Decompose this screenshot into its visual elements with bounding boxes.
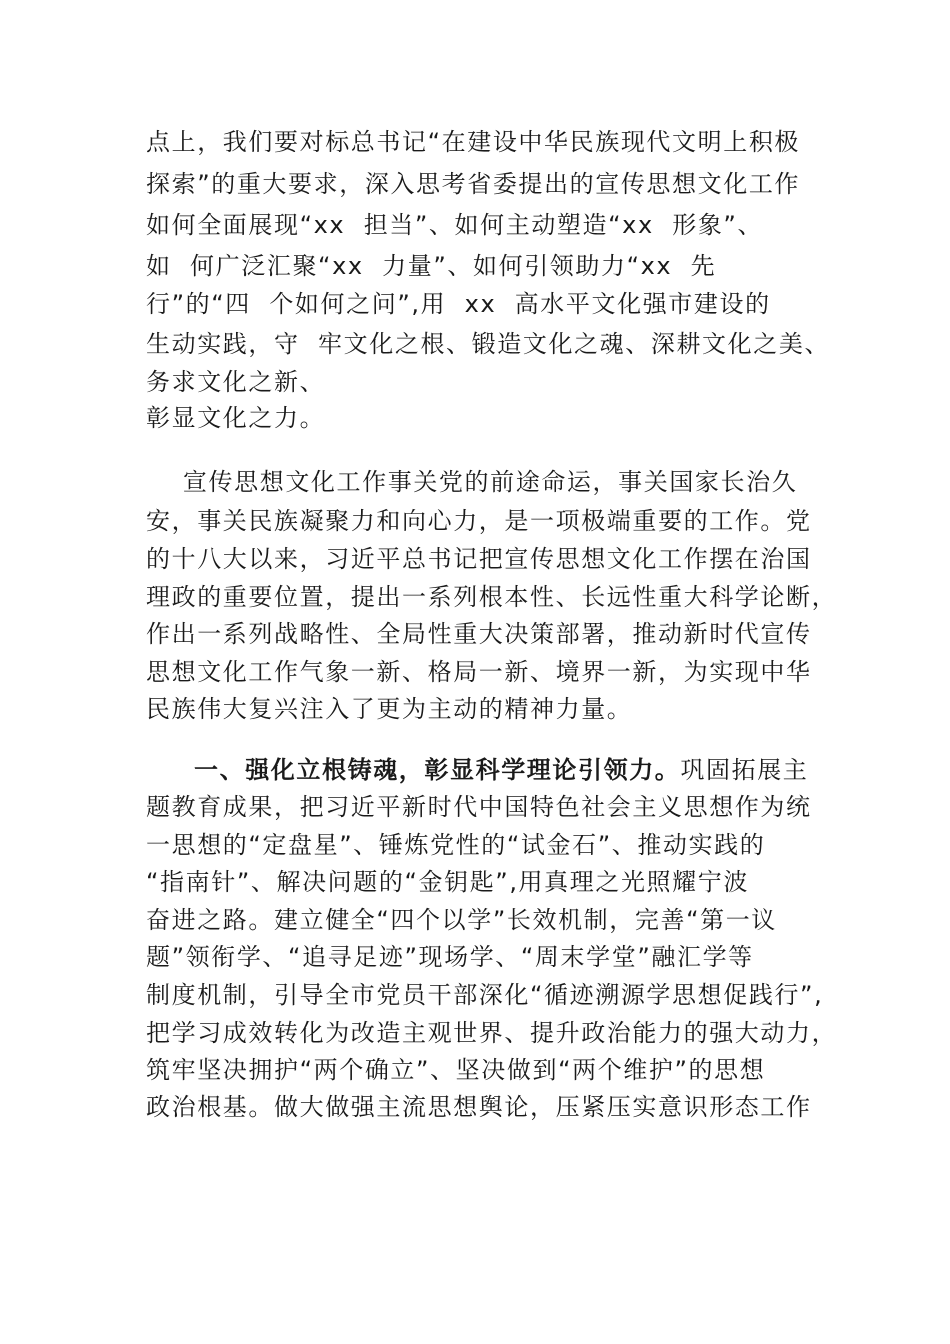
paragraph-3-line-10: 政治根基。做大做强主流思想舆论，压紧压实意识形态工作 — [146, 1093, 812, 1121]
paragraph-3-line-4: “指南针”、解决问题的“金钥匙”,用真理之光照耀宁波 — [146, 868, 749, 896]
paragraph-1-line-3: 如何全面展现“xx 担当”、如何主动塑造“xx 形象”、 — [146, 211, 764, 239]
paragraph-2-line-3: 的十八大以来，习近平总书记把宣传思想文化工作摆在治国 — [146, 545, 812, 573]
paragraph-3-line-7: 制度机制，引导全市党员干部深化“循迹溯源学思想促践行”, — [146, 981, 824, 1009]
section-heading-rest: 巩固拓展主 — [680, 756, 809, 784]
paragraph-2-line-1: 宣传思想文化工作事关党的前途命运，事关国家长治久 — [146, 468, 798, 496]
paragraph-3-line-2: 题教育成果，把习近平新时代中国特色社会主义思想作为统 — [146, 793, 812, 821]
paragraph-1-line-5: 行”的“四 个如何之问”,用 xx 高水平文化强市建设的 — [146, 290, 771, 318]
paragraph-1-line-1: 点上，我们要对标总书记“在建设中华民族现代文明上积极 — [146, 128, 801, 156]
section-heading: 一、强化立根铸魂，彰显科学理论引领力。 — [194, 756, 681, 784]
paragraph-1-line-2: 探索”的重大要求，深入思考省委提出的宣传思想文化工作 — [146, 170, 801, 198]
paragraph-1-line-6: 生动实践，守 牢文化之根、锻造文化之魂、深耕文化之美、 — [146, 330, 831, 358]
paragraph-3-line-5: 奋进之路。建立健全“四个以学”长效机制，完善“第一议 — [146, 906, 777, 934]
paragraph-1-line-8: 彰显文化之力。 — [146, 404, 326, 432]
paragraph-2-line-2: 安，事关民族凝聚力和向心力，是一项极端重要的工作。党 — [146, 507, 812, 535]
paragraph-1-line-7: 务求文化之新、 — [146, 368, 326, 396]
paragraph-3-line-3: 一思想的“定盘星”、锤炼党性的“试金石”、推动实践的 — [146, 831, 766, 859]
paragraph-2-line-4: 理政的重要位置，提出一系列根本性、长远性重大科学论断， — [146, 583, 838, 611]
paragraph-1-line-4: 如 何广泛汇聚“xx 力量”、如何引领助力“xx 先 — [146, 252, 717, 280]
paragraph-2-line-7: 民族伟大复兴注入了更为主动的精神力量。 — [146, 695, 633, 723]
paragraph-2-line-5: 作出一系列战略性、全局性重大决策部署，推动新时代宣传 — [146, 620, 812, 648]
paragraph-3-line-9: 筑牢坚决拥护“两个确立”、坚决做到“两个维护”的思想 — [146, 1056, 766, 1084]
paragraph-2-line-6: 思想文化工作气象一新、格局一新、境界一新，为实现中华 — [146, 658, 812, 686]
paragraph-3-line-6: 题”领衔学、“追寻足迹”现场学、“周末学堂”融汇学等 — [146, 943, 754, 971]
paragraph-3-line-1 — [194, 755, 808, 785]
paragraph-3-line-8: 把学习成效转化为改造主观世界、提升政治能力的强大动力， — [146, 1019, 838, 1047]
